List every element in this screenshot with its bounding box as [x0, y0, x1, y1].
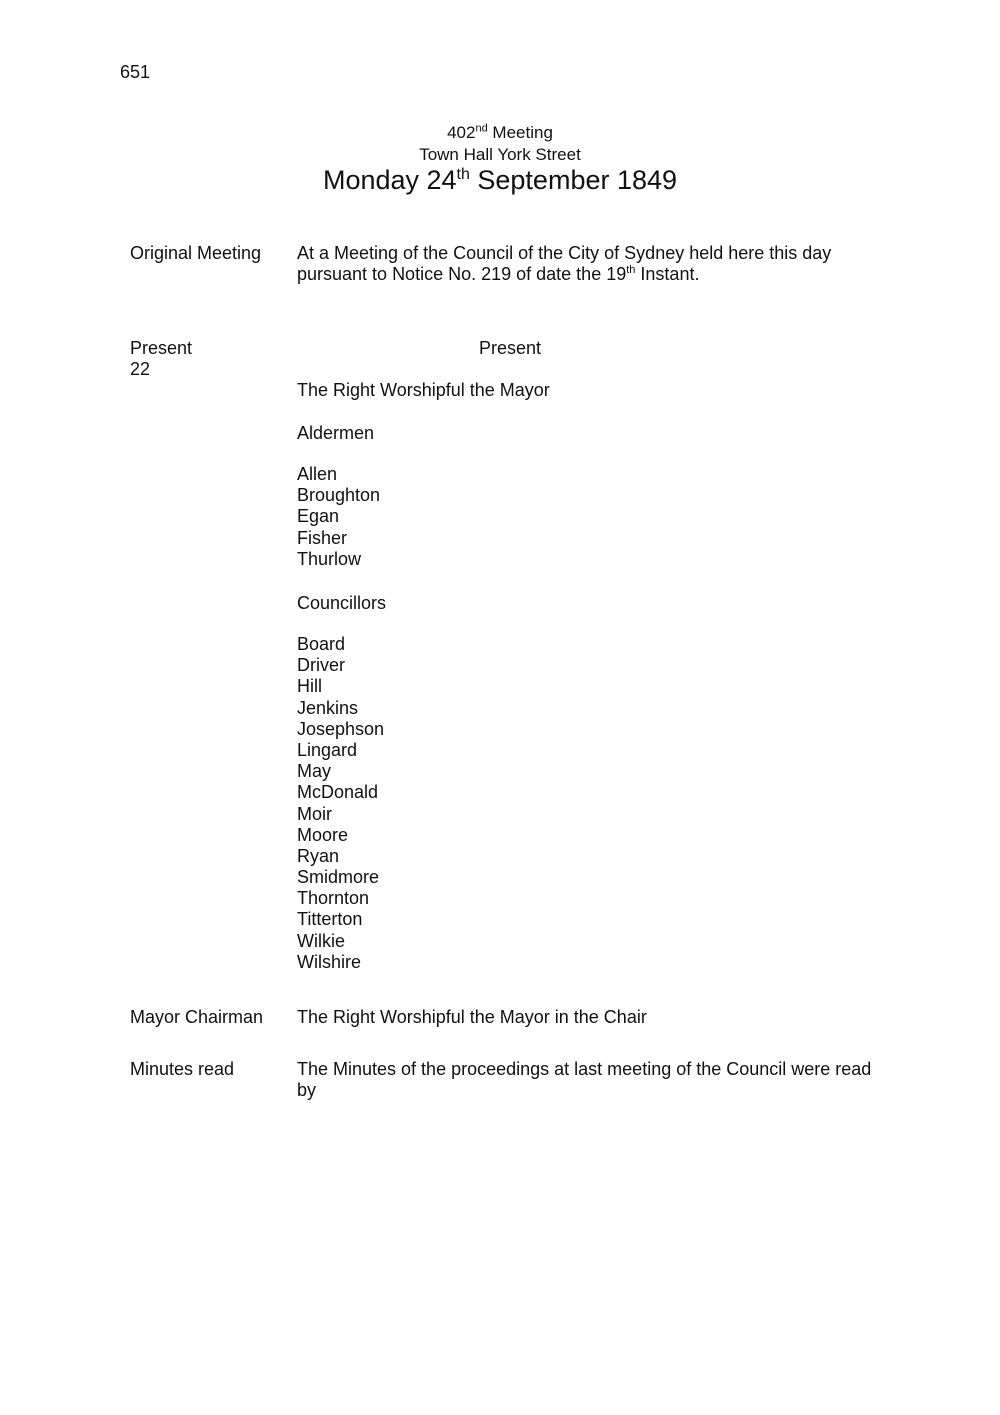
mayor-attendance: The Right Worshipful the Mayor	[297, 380, 550, 400]
councillor-name: Wilkie	[297, 930, 345, 951]
date-suffix: th	[456, 166, 470, 183]
councillor-name: Thornton	[297, 888, 370, 909]
councillor-name: Wilshire	[297, 951, 362, 972]
councillor-name: Hill	[297, 676, 322, 697]
councillors-heading: Councillors	[297, 593, 387, 613]
aldermen-heading: Aldermen	[297, 423, 375, 443]
present-heading: Present	[479, 338, 542, 358]
meeting-venue: Town Hall York Street	[419, 145, 581, 164]
alderman-name: Fisher	[297, 527, 348, 548]
meeting-number-value: 402	[447, 123, 476, 142]
present-label: Present	[130, 338, 193, 358]
minutes-read-line-2: by	[297, 1080, 317, 1100]
councillor-name: May	[297, 761, 332, 782]
alderman-name: Egan	[297, 506, 340, 527]
date-rest: September 1849	[469, 165, 678, 195]
councillor-name: McDonald	[297, 782, 379, 803]
original-meeting-line-1: At a Meeting of the Council of the City of Sydney held here this day	[297, 243, 832, 263]
councillor-name: Smidmore	[297, 867, 380, 888]
councillors-list	[297, 634, 384, 973]
alderman-name: Thurlow	[297, 548, 362, 569]
alderman-name: Broughton	[297, 485, 381, 506]
meeting-word: Meeting	[487, 123, 553, 142]
original-meeting-label: Original Meeting	[130, 243, 262, 263]
original-meeting-line-2	[297, 264, 699, 285]
meeting-number-suffix: nd	[475, 122, 488, 135]
mayor-chairman-label: Mayor Chairman	[130, 1007, 264, 1027]
councillor-name: Board	[297, 634, 346, 654]
minutes-read-line-1: The Minutes of the proceedings at last meeting of the Council were read	[297, 1059, 872, 1079]
councillor-name: Ryan	[297, 845, 340, 866]
date-prefix: Monday 24	[322, 165, 457, 195]
page-number: 651	[120, 62, 151, 82]
aldermen-list	[297, 464, 380, 570]
original-meeting-line-2-suffix: th	[626, 264, 636, 276]
councillor-name: Josephson	[297, 718, 385, 739]
meeting-number	[0, 122, 1000, 143]
councillor-name: Jenkins	[297, 697, 359, 718]
present-count: 22	[130, 359, 151, 379]
councillor-name: Moore	[297, 824, 349, 845]
original-meeting-line-2-rest: Instant.	[635, 264, 700, 284]
meeting-date	[0, 164, 1000, 196]
original-meeting-line-2-prefix: pursuant to Notice No. 219 of date the 19	[297, 264, 627, 284]
councillor-name: Moir	[297, 803, 332, 824]
alderman-name: Allen	[297, 464, 338, 484]
councillor-name: Lingard	[297, 739, 358, 760]
minutes-read-label: Minutes read	[130, 1059, 235, 1079]
councillor-name: Titterton	[297, 909, 363, 930]
councillor-name: Driver	[297, 655, 345, 676]
mayor-chairman-text: The Right Worshipful the Mayor in the Chair	[297, 1007, 647, 1027]
